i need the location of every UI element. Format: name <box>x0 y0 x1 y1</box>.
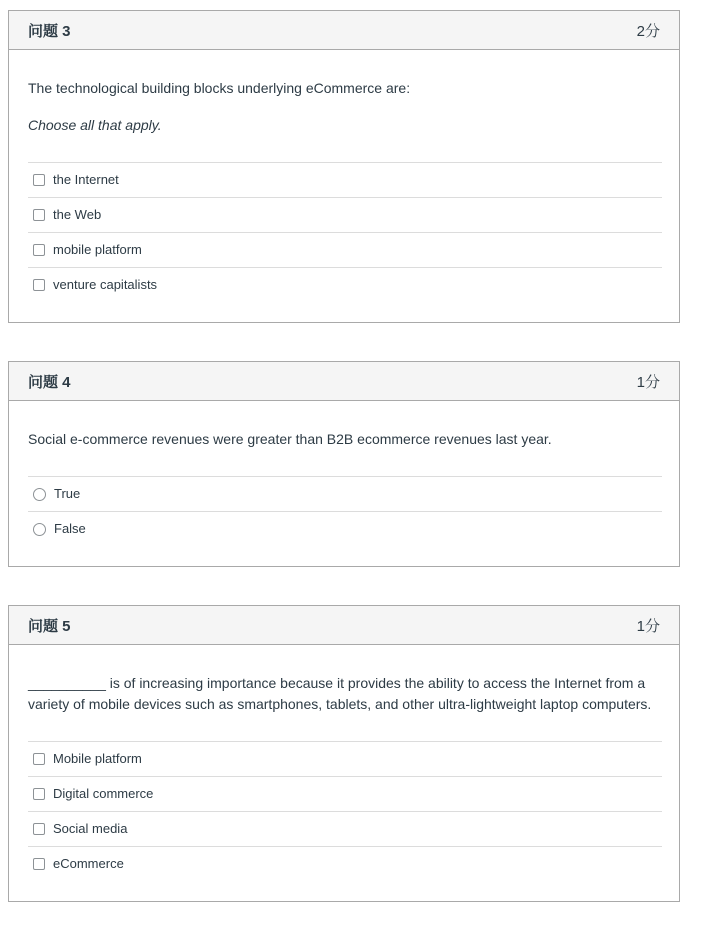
question-header <box>9 11 679 50</box>
radio-button-icon[interactable] <box>33 523 46 536</box>
answer-option[interactable] <box>28 197 662 232</box>
answer-option[interactable] <box>28 476 662 511</box>
question-text <box>28 429 660 450</box>
option-label: eCommerce <box>53 856 124 871</box>
option-label: Mobile platform <box>53 751 142 766</box>
question-points: 2分 <box>636 22 660 40</box>
answer-option[interactable] <box>28 741 662 776</box>
answer-list <box>28 476 662 546</box>
question-stem: The technological building blocks underlying eCommerce are: <box>28 80 411 96</box>
option-label: True <box>54 486 81 501</box>
option-label: False <box>54 521 86 536</box>
answer-option[interactable] <box>28 232 662 267</box>
checkbox-icon[interactable] <box>33 823 45 835</box>
answer-list <box>28 162 662 302</box>
question-points: 1分 <box>636 617 660 635</box>
question-text <box>28 78 660 136</box>
checkbox-icon[interactable] <box>33 858 45 870</box>
option-label: the Web <box>53 207 102 222</box>
radio-button-icon[interactable] <box>33 488 46 501</box>
answer-option[interactable] <box>28 267 662 302</box>
question-stem: Social e-commerce revenues were greater than B2B ecommerce revenues last year. <box>28 431 552 447</box>
checkbox-icon[interactable] <box>33 174 45 186</box>
option-label: Digital commerce <box>53 786 154 801</box>
checkbox-icon[interactable] <box>33 788 45 800</box>
question-title: 问题 4 <box>28 373 71 391</box>
question-stem: __________ is of increasing importance because it provides the ability to access the Internet from a variety of mobile devices such as smartphones, tablets, and other ultra-lightweight laptop computers. <box>28 675 652 712</box>
question-card-5 <box>8 605 680 902</box>
answer-option[interactable] <box>28 776 662 811</box>
option-label: Social media <box>53 821 128 836</box>
answer-option[interactable] <box>28 162 662 197</box>
choose-all-note: Choose all that apply. <box>28 117 162 133</box>
question-body <box>9 50 679 322</box>
option-label: venture capitalists <box>53 277 158 292</box>
checkbox-icon[interactable] <box>33 753 45 765</box>
question-card-3 <box>8 10 680 323</box>
question-points: 1分 <box>636 373 660 391</box>
checkbox-icon[interactable] <box>33 279 45 291</box>
question-header <box>9 362 679 401</box>
question-body <box>9 401 679 566</box>
answer-option[interactable] <box>28 511 662 546</box>
question-title: 问题 3 <box>28 22 71 40</box>
answer-list <box>28 741 662 881</box>
checkbox-icon[interactable] <box>33 244 45 256</box>
question-text <box>28 673 660 715</box>
question-body <box>9 645 679 901</box>
question-title: 问题 5 <box>28 617 71 635</box>
checkbox-icon[interactable] <box>33 209 45 221</box>
option-label: mobile platform <box>53 242 142 257</box>
question-header <box>9 606 679 645</box>
answer-option[interactable] <box>28 846 662 881</box>
question-card-4 <box>8 361 680 567</box>
answer-option[interactable] <box>28 811 662 846</box>
option-label: the Internet <box>53 172 119 187</box>
